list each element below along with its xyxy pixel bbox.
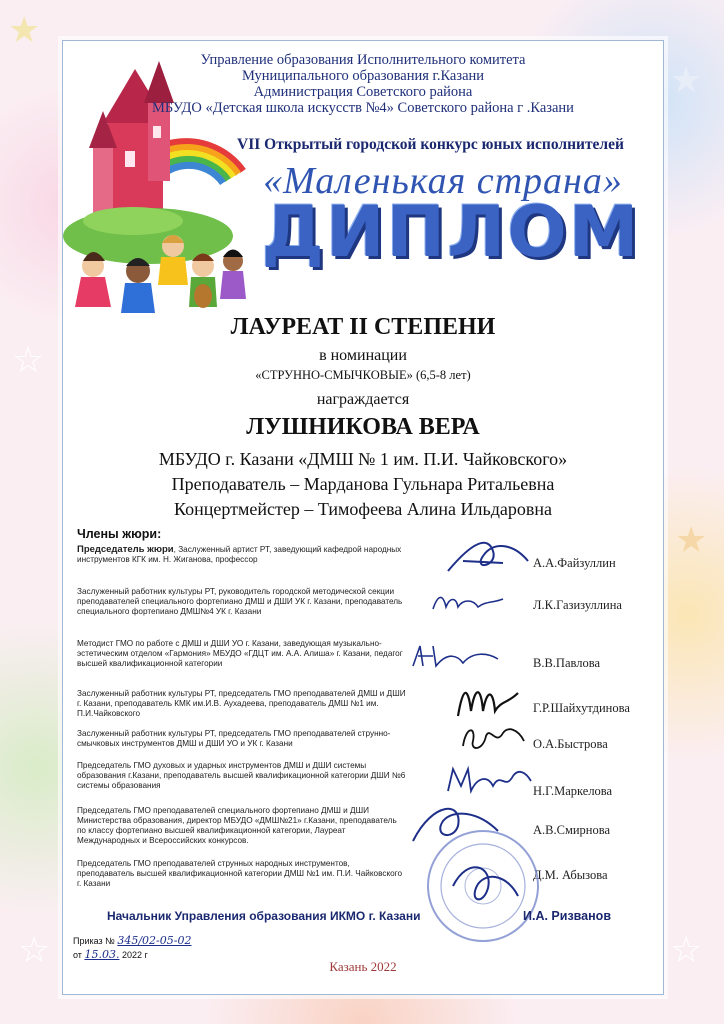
award-title: ЛАУРЕАТ II СТЕПЕНИ xyxy=(230,314,496,340)
signature-bystrova xyxy=(458,721,528,756)
jury-member-name: В.В.Павлова xyxy=(533,656,601,670)
winner-school: МБУДО г. Казани «ДМШ № 1 им. П.И. Чайковского» xyxy=(158,449,568,469)
order-label: Приказ № xyxy=(73,936,115,946)
signature-faizullin xyxy=(443,531,533,581)
jury-member-text: , Заслуженный артист РТ, заведующий кафедрой народных инструментов КГК им. Н. Жиганова, профессор xyxy=(77,545,402,564)
jury-member-name: О.А.Быстрова xyxy=(533,737,608,751)
star-decoration-icon: ★ xyxy=(670,60,703,101)
header-line-1: Управление образования Исполнительного комитета xyxy=(200,52,526,68)
header-line-4: МБУДО «Детская школа искусств №4» Советского района г .Казани xyxy=(152,100,574,116)
awarded-label: награждается xyxy=(316,391,410,408)
jury-member-description: Заслуженный работник культуры РТ, председатель ГМО преподавателей струнно-смычковых инструментов ДМШ и ДШИ УО и УК г. Казани xyxy=(77,729,391,748)
jury-member-name: Д.М. Абызова xyxy=(533,868,608,882)
jury-member-description xyxy=(77,545,407,565)
teacher: Преподаватель – Марданова Гульнара Ритальевна xyxy=(171,474,555,494)
jury-member-description: Заслуженный работник культуры РТ, председатель ГМО преподавателей ДМШ и ДШИ г. Казани, преподаватель КМК им.И.В. Аухадеева, преподаватель ДМШ №1 им. П.И.Чайковского xyxy=(77,689,406,718)
nomination: «СТРУННО-СМЫЧКОВЫЕ» (6,5-8 лет) xyxy=(255,368,471,382)
jury-chair-label: Председатель жюри xyxy=(77,544,174,555)
star-decoration-icon: ★ xyxy=(8,10,41,51)
jury-member-description: Заслуженный работник культуры РТ, руководитель городской методической секции преподавателей специального фортепиано ДМШ и ДШИ УК г. Казани, преподаватель специального фортепиано ДМШ№4 УК г. Казани xyxy=(77,587,403,616)
jury-member-name: А.А.Файзуллин xyxy=(533,556,616,570)
header-line-2: Муниципального образования г.Казани xyxy=(241,68,485,84)
star-decoration-icon: ☆ xyxy=(18,930,51,971)
jury-member-name: Л.К.Газизуллина xyxy=(533,598,622,612)
contest-title: VII Открытый городской конкурс юных исполнителей xyxy=(237,136,624,153)
star-decoration-icon: ☆ xyxy=(670,930,703,971)
jury-member-name: Н.Г.Маркелова xyxy=(533,784,613,798)
order-date: 15.03. xyxy=(84,948,120,961)
head-title: Начальник Управления образования ИКМО г. Казани xyxy=(107,909,421,923)
jury-member-description: Председатель ГМО духовых и ударных инструментов ДМШ и ДШИ системы образования г.Казани, преподаватель высшей квалификационной категории ДШИ №6 системы образования xyxy=(77,761,406,790)
signature-gazizullina xyxy=(428,589,508,619)
signature-shaikhutdinova xyxy=(453,681,523,721)
contest-name: «Маленькая страна» xyxy=(263,160,623,202)
order-number: 345/02-05-02 xyxy=(117,934,192,947)
jury-title: Члены жюри: xyxy=(77,527,162,541)
order-year: 2022 г xyxy=(121,950,148,960)
order-info xyxy=(73,934,191,962)
accompanist: Концертмейстер – Тимофеева Алина Ильдаровна xyxy=(173,499,552,519)
head-name: И.А. Ризванов xyxy=(523,909,612,923)
nomination-label: в номинации xyxy=(319,347,407,364)
header-line-3: Администрация Советского района xyxy=(253,84,473,100)
signature-pavlova xyxy=(408,641,503,671)
star-decoration-icon: ☆ xyxy=(12,340,45,381)
jury-member-description: Председатель ГМО преподавателей специального фортепиано ДМШ и ДШИ Министерства образования, директор МБУДО «ДМШ№21» г.Казани, преподаватель по классу фортепиано высшей квалификационной категории, Лауреат Международных и Всероссийских конкурсов. xyxy=(77,806,397,845)
signature-markelova xyxy=(443,761,533,799)
document-title: ДИПЛОМ xyxy=(261,191,641,273)
winner-name: ЛУШНИКОВА ВЕРА xyxy=(246,414,480,440)
official-stamp xyxy=(423,826,543,946)
jury-member-name: А.В.Смирнова xyxy=(533,823,611,837)
jury-member-name: Г.Р.Шайхутдинова xyxy=(533,701,630,715)
star-decoration-icon: ★ xyxy=(675,520,708,561)
jury-member-description: Методист ГМО по работе с ДМШ и ДШИ УО г. Казани, заведующая музыкально-эстетическим отделом «Гармония» МБУДО «ГДЦТ им. А.А. Алиша» г. Казани, педагог высшей квалификационной категории xyxy=(77,639,403,668)
city-year: Казань 2022 xyxy=(329,959,397,974)
jury-member-description: Председатель ГМО преподавателей струнных народных инструментов, преподаватель высшей квалификационной категории ДМШ №1 им. П.И. Чайковского г. Казани xyxy=(77,859,403,888)
diploma-frame xyxy=(62,40,664,995)
order-date-prefix: от xyxy=(73,950,82,960)
